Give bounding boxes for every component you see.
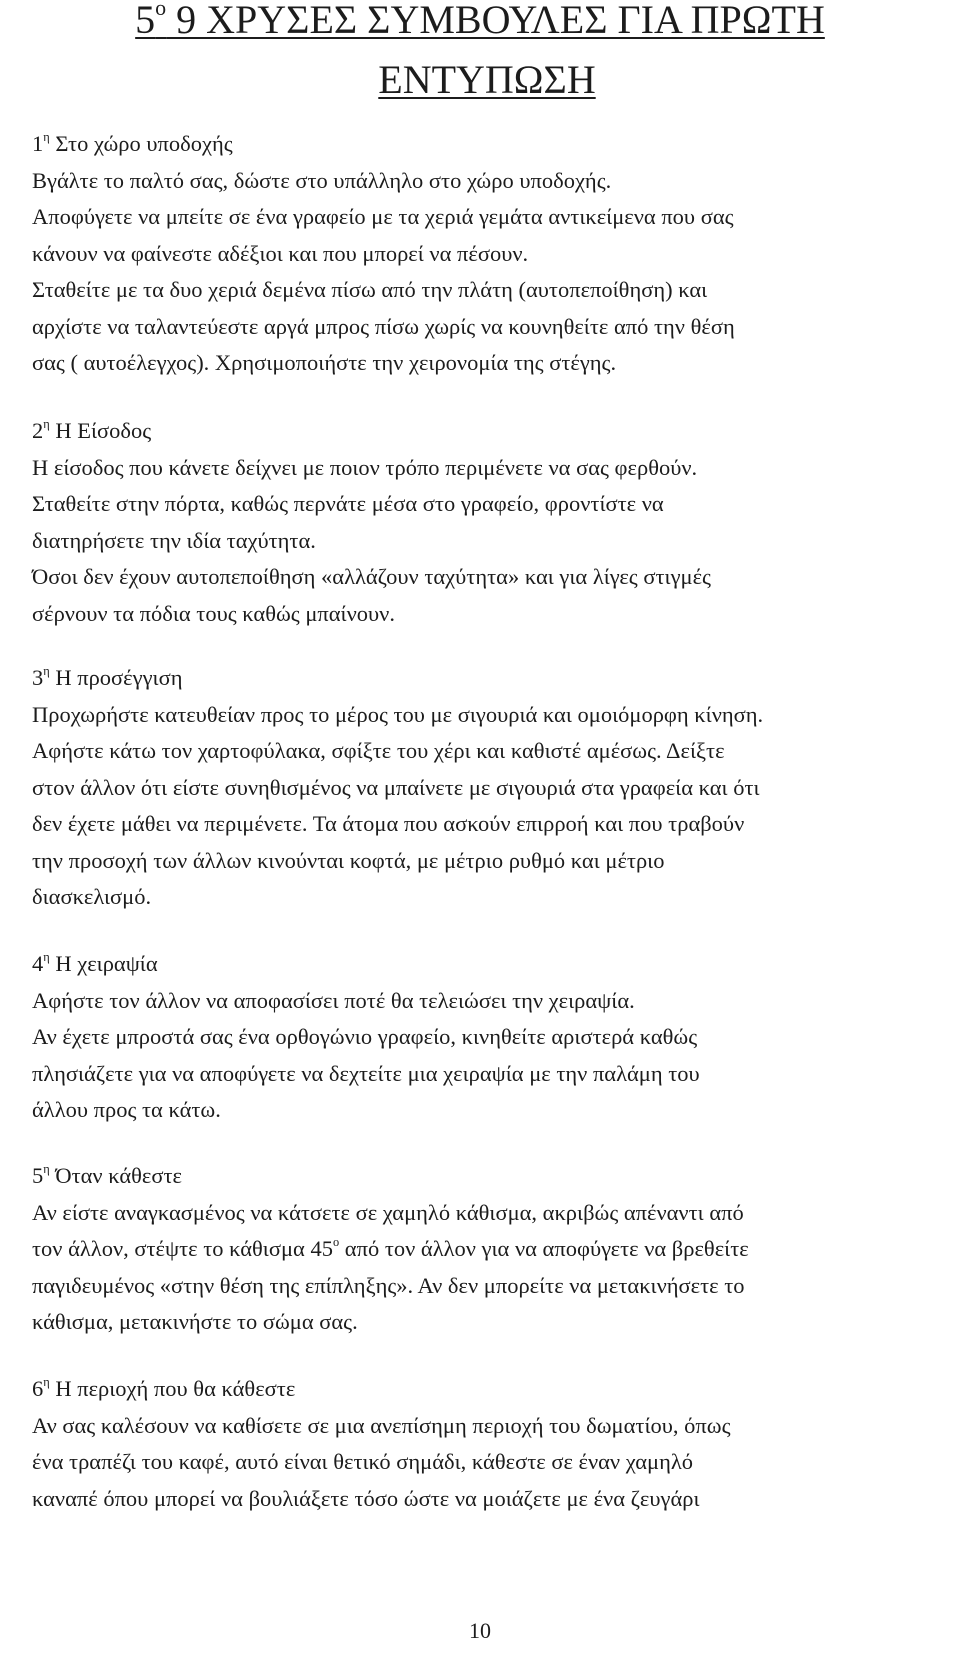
paragraph-line: σέρνουν τα πόδια τους καθώς μπαίνουν. <box>32 600 395 626</box>
title-number: 5 <box>135 0 156 42</box>
paragraph-line: αρχίστε να ταλαντεύεστε αργά μπρος πίσω χωρίς να κουνηθείτε από την θέση <box>32 313 735 339</box>
paragraph-line: δεν έχετε μάθει να περιμένετε. Τα άτομα που ασκούν επιρροή και που τραβούν <box>32 811 745 836</box>
paragraph-line: Βγάλτε το παλτό σας, δώστε στο υπάλληλο στο χώρο υποδοχής. <box>32 167 612 193</box>
paragraph-line: την προσοχή των άλλων κινούνται κοφτά, με μέτριο ρυθμό και μέτριο <box>32 847 665 873</box>
paragraph-line: Αφήστε τον άλλον να αποφασίσει ποτέ θα τελειώσει την χειραψία. <box>32 987 635 1013</box>
heading-number: 1 <box>32 131 44 156</box>
paragraph-line: κάνουν να φαίνεστε αδέξιοι και που μπορεί να πέσουν. <box>32 240 529 266</box>
paragraph-line: τον άλλον, στέψτε το κάθισμα $45^o$ από τον άλλον για να αποφύγετε να βρεθείτε <box>32 1234 749 1261</box>
paragraph-line: διατηρήσετε την ιδία ταχύτητα. <box>32 527 316 553</box>
paragraph-line: Αποφύγετε να μπείτε σε ένα γραφείο με τα χεριά γεμάτα αντικείμενα που σας <box>32 204 734 229</box>
paragraph-line: καναπέ όπου μπορεί να βουλιάξετε τόσο ώστε να μοιάζετε με ένα ζευγάρι <box>32 1485 700 1511</box>
section-6 <box>32 1371 942 1517</box>
section-heading <box>32 126 942 163</box>
heading-ordinal: η <box>43 1374 50 1389</box>
heading-text: Στο χώρο υποδοχής <box>49 131 233 156</box>
section-4 <box>32 946 942 1129</box>
heading-ordinal: η <box>43 129 50 144</box>
section-heading <box>32 1158 942 1195</box>
heading-text: Η Είσοδος <box>49 418 152 443</box>
section-heading <box>32 946 942 983</box>
section-heading <box>32 660 942 697</box>
paragraph-line: Σταθείτε με τα δυο χεριά δεμένα πίσω από την πλάτη (αυτοπεποίθηση) και <box>32 277 708 302</box>
heading-ordinal: η <box>43 1161 50 1176</box>
paragraph-line: στον άλλον ότι είστε συνηθισμένος να μπαίνετε με σιγουριά στα γραφεία και ότι <box>32 774 760 800</box>
paragraph-line: Όσοι δεν έχουν αυτοπεποίθηση «αλλάζουν ταχύτητα» και για λίγες στιγμές <box>32 564 711 589</box>
heading-text: Η χειραψία <box>49 951 158 976</box>
paragraph-line: Αν έχετε μπροστά σας ένα ορθογώνιο γραφείο, κινηθείτε αριστερά καθώς <box>32 1024 698 1049</box>
paragraph-line: άλλου προς τα κάτω. <box>32 1097 221 1122</box>
section-5 <box>32 1158 942 1341</box>
heading-ordinal: η <box>43 949 50 964</box>
paragraph-line: παγιδευμένος «στην θέση της επίπληξης». Αν δεν μπορείτε να μετακινήσετε το <box>32 1272 745 1298</box>
paragraph-line: διασκελισμό. <box>32 884 152 909</box>
heading-ordinal: η <box>43 663 50 678</box>
title-ordinal-superscript: ο <box>155 0 167 21</box>
paragraph-line: Αφήστε κάτω τον χαρτοφύλακα, σφίξτε του χέρι και καθιστέ αμέσως. Δείξτε <box>32 738 725 763</box>
heading-text: Η περιοχή που θα κάθεστε <box>49 1376 296 1401</box>
section-3 <box>32 660 942 916</box>
heading-number: 3 <box>32 665 44 690</box>
paragraph-line: Αν είστε αναγκασμένος να κάτσετε σε χαμηλό κάθισμα, ακριβώς απέναντι από <box>32 1199 744 1225</box>
heading-number: 6 <box>32 1376 44 1401</box>
paragraph-line: Η είσοδος που κάνετε δείχνει με ποιον τρόπο περιμένετε να σας φερθούν. <box>32 454 698 480</box>
section-2 <box>32 413 942 632</box>
heading-number: 2 <box>32 418 44 443</box>
page-number: 10 <box>469 1618 491 1643</box>
heading-ordinal: η <box>43 416 50 431</box>
paragraph-line: Σταθείτε στην πόρτα, καθώς περνάτε μέσα στο γραφείο, φροντίστε να <box>32 491 664 516</box>
heading-number: 5 <box>32 1163 44 1188</box>
heading-text: Όταν κάθεστε <box>49 1163 182 1188</box>
heading-text: Η προσέγγιση <box>49 665 183 690</box>
paragraph-line: σας ( αυτοέλεγχος). Χρησιμοποιήστε την χειρονομία της στέγης. <box>32 350 617 375</box>
heading-number: 4 <box>32 951 44 976</box>
page-title-line-2: ΕΝΤΥΠΩΣΗ <box>378 57 596 102</box>
title-text: 9 ΧΡΥΣΕΣ ΣΥΜΒΟΥΛΕΣ ΓΙΑ ΠΡΩΤΗ <box>166 0 825 42</box>
section-heading <box>32 1371 942 1408</box>
paragraph-line: Προχωρήστε κατευθείαν προς το μέρος του με σιγουριά και ομοιόμορφη κίνηση. <box>32 701 764 727</box>
section-1 <box>32 126 942 382</box>
paragraph-line: πλησιάζετε για να αποφύγετε να δεχτείτε μια χειραψία με την παλάμη του <box>32 1060 700 1086</box>
section-heading <box>32 413 942 450</box>
paragraph-line: ένα τραπέζι του καφέ, αυτό είναι θετικό σημάδι, κάθεστε σε έναν χαμηλό <box>32 1449 693 1474</box>
page-title-line-1 <box>0 0 960 44</box>
paragraph-line: κάθισμα, μετακινήστε το σώμα σας. <box>32 1309 358 1334</box>
paragraph-line: Αν σας καλέσουν να καθίσετε σε μια ανεπίσημη περιοχή του δωματίου, όπως <box>32 1412 731 1438</box>
